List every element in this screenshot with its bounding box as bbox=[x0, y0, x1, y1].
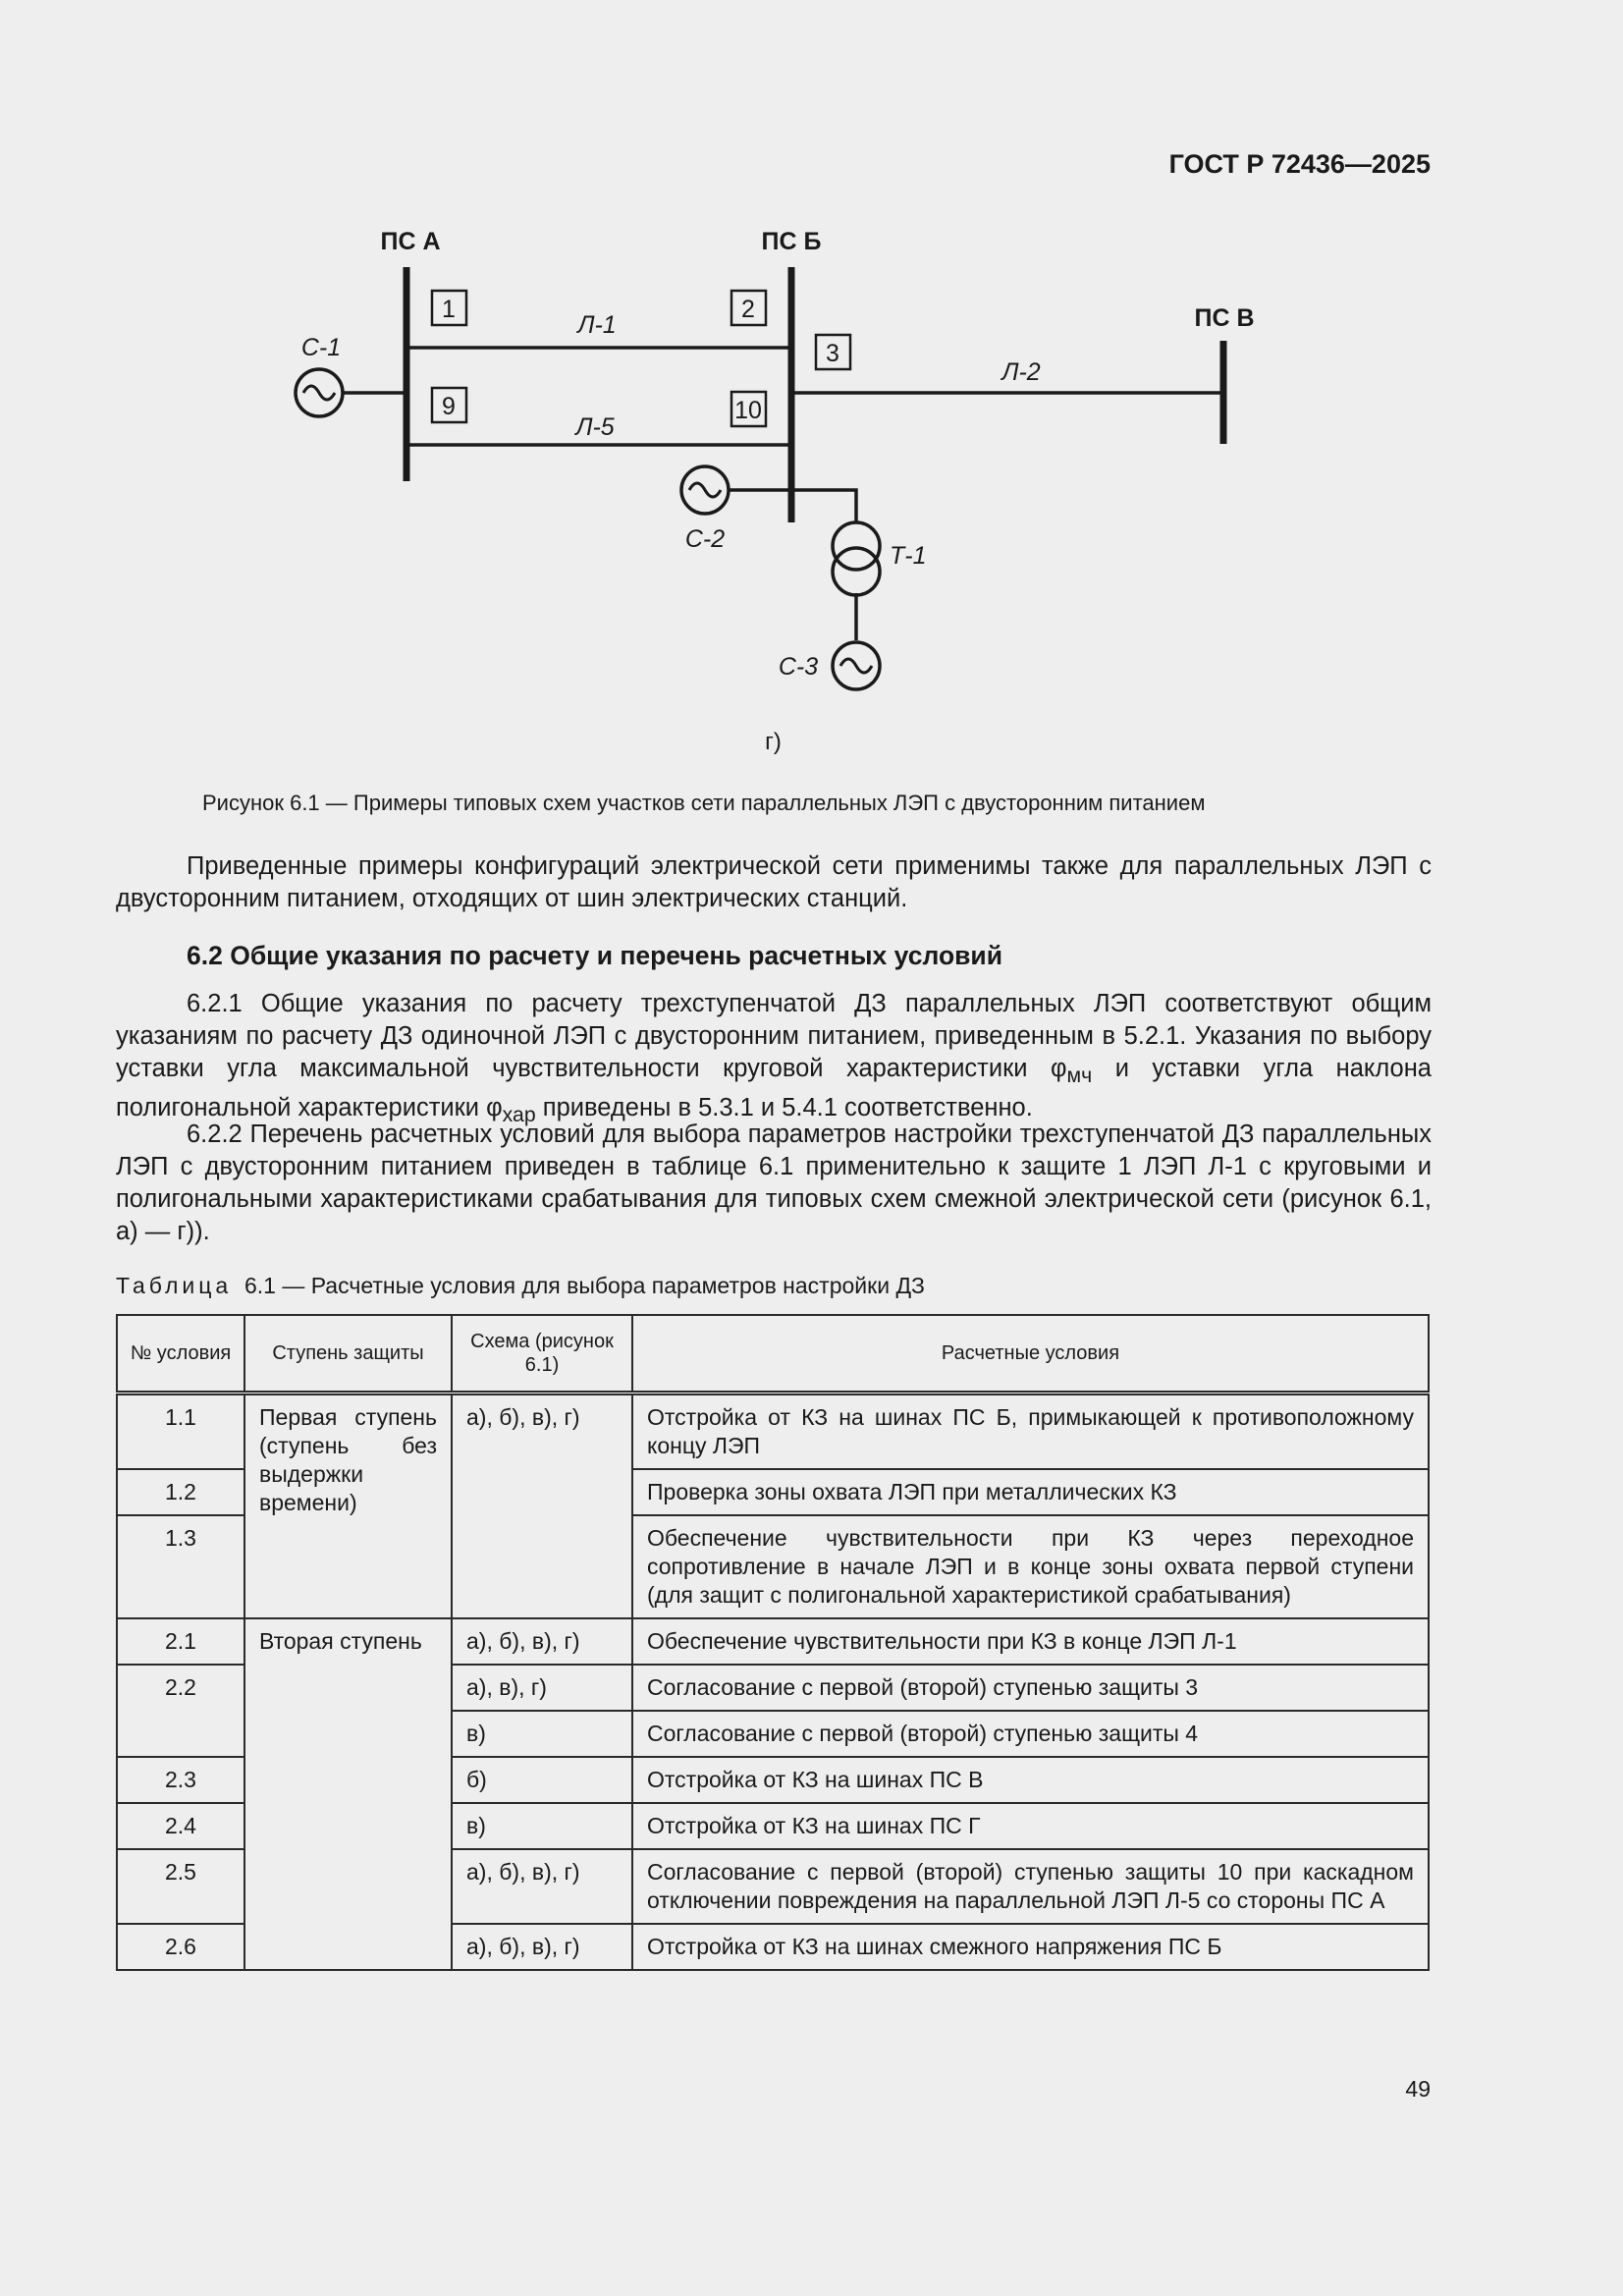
conditions-table bbox=[116, 1314, 1430, 1971]
table-title-label: Таблица bbox=[116, 1273, 233, 1298]
p621-sub-khar: хар bbox=[502, 1103, 536, 1127]
protection-9-label: 9 bbox=[442, 393, 456, 420]
protection-3-label: 3 bbox=[826, 340, 839, 367]
row-condition: Согласование с первой (второй) ступенью защиты 10 при каскадном отключении повреждения на параллельной ЛЭП Л-5 со стороны ПС А bbox=[632, 1849, 1429, 1924]
row-num: 2.2 bbox=[117, 1665, 244, 1757]
label-ps-a: ПС А bbox=[380, 228, 441, 255]
row-scheme: а), б), в), г) bbox=[452, 1849, 632, 1924]
p621-part1: 6.2.1 Общие указания по расчету трехступенчатой ДЗ параллельных ЛЭП соответствуют общим указаниям по расчету ДЗ одиночной ЛЭП с двусторонним питанием, приведенным в 5.2.1. Указания по выбору уставки угла максимальной чувствительности круговой характеристики φ bbox=[116, 990, 1432, 1082]
label-line-l2: Л-2 bbox=[1001, 358, 1041, 386]
p621-part2: и уставки угла наклона полигональной характеристики φ bbox=[116, 1055, 1432, 1122]
row-scheme: б) bbox=[452, 1757, 632, 1803]
p621-part3: приведены в 5.3.1 и 5.4.1 соответственно. bbox=[535, 1094, 1033, 1122]
row-condition: Обеспечение чувствительности при КЗ через переходное сопротивление в начале ЛЭП и в конце зоны охвата первой ступени (для защит с полигональной характеристикой срабатывания) bbox=[632, 1515, 1429, 1618]
label-ps-b: ПС Б bbox=[761, 228, 822, 255]
row-num: 2.4 bbox=[117, 1803, 244, 1849]
header-num: № условия bbox=[117, 1315, 244, 1394]
table-row bbox=[117, 1618, 1429, 1665]
transformer-t1-winding1 bbox=[833, 522, 880, 570]
standard-number: ГОСТ Р 72436—2025 bbox=[1168, 149, 1431, 179]
label-source-c2: С-2 bbox=[684, 525, 726, 553]
step-first: Первая ступень (ступень без выдержки времени) bbox=[244, 1394, 452, 1619]
row-num: 2.5 bbox=[117, 1849, 244, 1924]
row-condition: Согласование с первой (второй) ступенью защиты 4 bbox=[632, 1711, 1429, 1757]
row-num: 1.3 bbox=[117, 1515, 244, 1618]
label-source-c1: С-1 bbox=[300, 334, 342, 361]
step-second: Вторая ступень bbox=[244, 1618, 452, 1970]
row-condition: Отстройка от КЗ на шинах смежного напряжения ПС Б bbox=[632, 1924, 1429, 1970]
header-scheme: Схема (рисунок 6.1) bbox=[452, 1315, 632, 1394]
label-transformer-t1: Т-1 bbox=[890, 542, 927, 570]
row-scheme: а), б), в), г) bbox=[452, 1394, 632, 1619]
row-condition: Обеспечение чувствительности при КЗ в конце ЛЭП Л-1 bbox=[632, 1618, 1429, 1665]
row-num: 2.6 bbox=[117, 1924, 244, 1970]
figure-caption: Рисунок 6.1 — Примеры типовых схем участков сети параллельных ЛЭП с двусторонним питанием bbox=[202, 791, 1206, 815]
row-num: 1.1 bbox=[117, 1394, 244, 1470]
table-header-row bbox=[117, 1315, 1429, 1394]
protection-1-label: 1 bbox=[442, 296, 456, 323]
row-condition: Проверка зоны охвата ЛЭП при металлических КЗ bbox=[632, 1469, 1429, 1515]
row-scheme: а), в), г) bbox=[452, 1665, 632, 1711]
row-condition: Отстройка от КЗ на шинах ПС Г bbox=[632, 1803, 1429, 1849]
row-condition: Отстройка от КЗ на шинах ПС Б, примыкающей к противоположному концу ЛЭП bbox=[632, 1394, 1429, 1470]
row-scheme: а), б), в), г) bbox=[452, 1924, 632, 1970]
section-heading: 6.2 Общие указания по расчету и перечень расчетных условий bbox=[187, 941, 1002, 970]
label-ps-v: ПС В bbox=[1194, 304, 1255, 332]
row-num: 1.2 bbox=[117, 1469, 244, 1515]
table-row bbox=[117, 1394, 1429, 1470]
row-scheme: а), б), в), г) bbox=[452, 1618, 632, 1665]
transformer-t1-winding2 bbox=[833, 548, 880, 595]
p621-sub-mch: мч bbox=[1066, 1064, 1093, 1088]
row-scheme: в) bbox=[452, 1803, 632, 1849]
header-step: Ступень защиты bbox=[244, 1315, 452, 1394]
row-condition: Согласование с первой (второй) ступенью защиты 3 bbox=[632, 1665, 1429, 1711]
row-num: 2.1 bbox=[117, 1618, 244, 1665]
row-num: 2.3 bbox=[117, 1757, 244, 1803]
paragraph-6-2-2 bbox=[116, 1119, 1432, 1248]
table-title bbox=[116, 1273, 925, 1299]
label-line-l1: Л-1 bbox=[577, 311, 617, 339]
page-number: 49 bbox=[1405, 2076, 1431, 2102]
figure-subletter: г) bbox=[765, 729, 782, 755]
label-source-c3: С-3 bbox=[778, 653, 819, 681]
p622-text: 6.2.2 Перечень расчетных условий для выбора параметров настройки трехступенчатой ДЗ параллельных ЛЭП с двусторонним питанием приведен в таблице 6.1 применительно к защите 1 ЛЭП Л-1 с круговыми и полигональными характеристиками срабатывания для типовых схем смежной электрической сети (рисунок 6.1, а) — г)). bbox=[116, 1121, 1432, 1245]
row-scheme: в) bbox=[452, 1711, 632, 1757]
intro-paragraph bbox=[116, 850, 1432, 915]
label-line-l5: Л-5 bbox=[575, 413, 615, 441]
protection-10-label: 10 bbox=[734, 397, 762, 424]
paragraph-6-2-1 bbox=[116, 988, 1432, 1131]
network-diagram bbox=[0, 0, 1623, 766]
table-title-text: 6.1 — Расчетные условия для выбора параметров настройки ДЗ bbox=[243, 1273, 925, 1298]
row-condition: Отстройка от КЗ на шинах ПС В bbox=[632, 1757, 1429, 1803]
header-conditions: Расчетные условия bbox=[632, 1315, 1429, 1394]
intro-paragraph-text: Приведенные примеры конфигураций электрической сети применимы также для параллельных ЛЭП с двусторонним питанием, отходящих от шин электрических станций. bbox=[116, 852, 1432, 912]
protection-2-label: 2 bbox=[741, 296, 755, 323]
